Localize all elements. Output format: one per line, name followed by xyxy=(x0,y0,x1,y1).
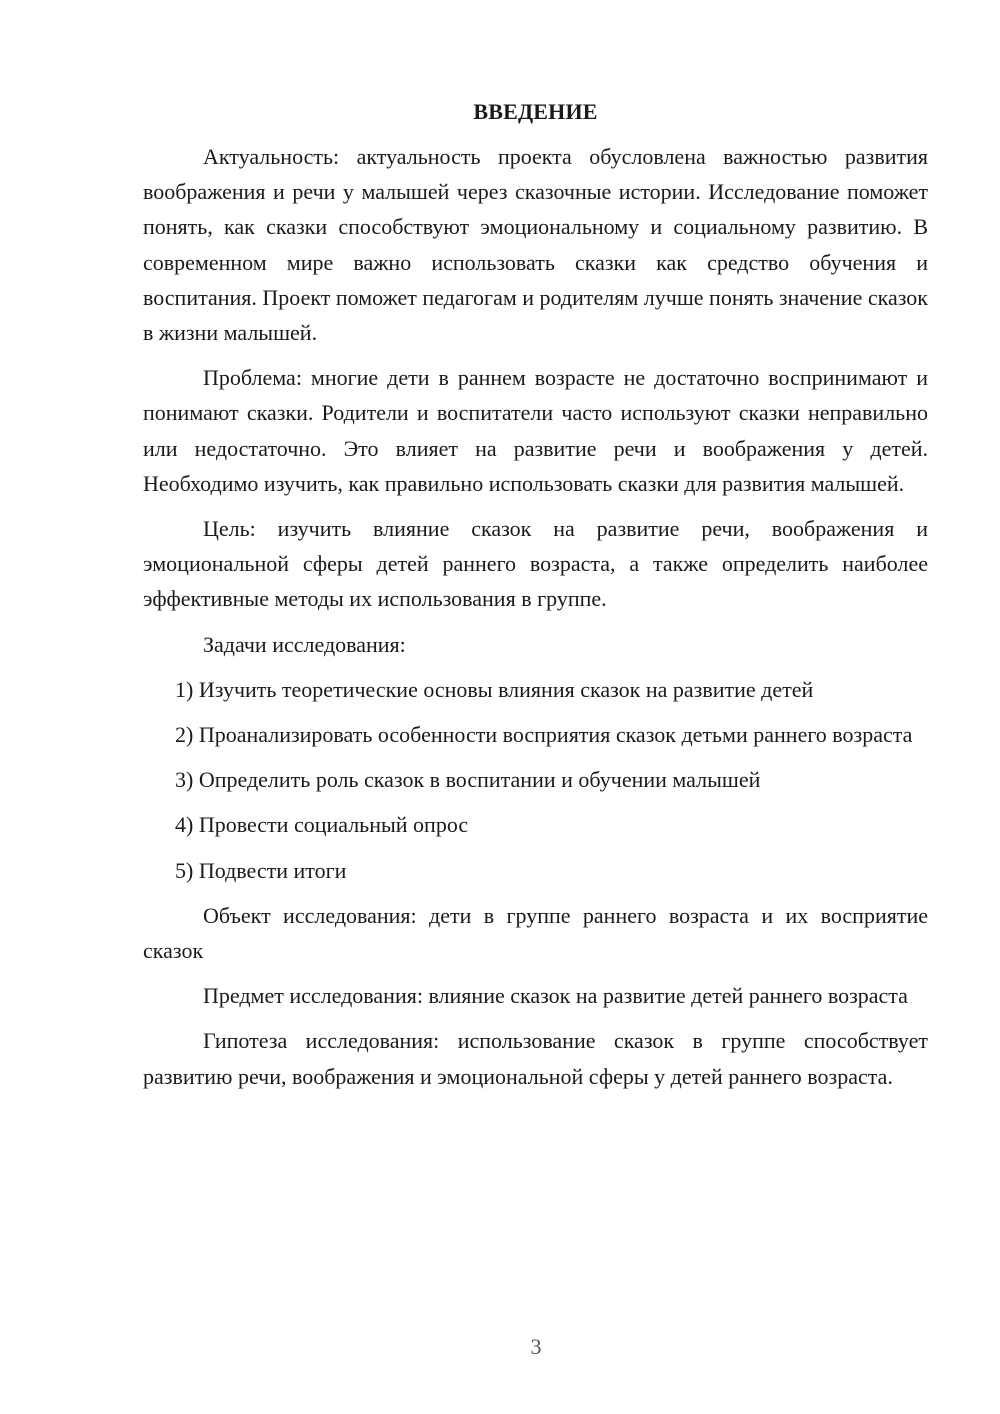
document-page xyxy=(143,94,928,1094)
task-item: 5) Подвести итоги xyxy=(175,857,347,883)
section-title: ВВЕДЕНИЕ xyxy=(473,99,598,124)
paragraph-relevance: Актуальность: актуальность проекта обусловлена важностью развития воображения и речи у малышей через сказочные истории. Исследование поможет понять, как сказки способствуют эмоциональному и социальному развитию. В современном мире важно использовать сказки как средство обучения и воспитания. Проект поможет педагогам и родителям лучше понять значение сказок в жизни малышей. xyxy=(143,144,928,346)
paragraph-hypothesis: Гипотеза исследования: использование сказок в группе способствует развитию речи, воображения и эмоциональной сферы у детей раннего возраста. xyxy=(143,1028,928,1089)
paragraph-goal: Цель: изучить влияние сказок на развитие речи, воображения и эмоциональной сферы детей раннего возраста, а также определить наиболее эффективные методы их использования в группе. xyxy=(143,516,928,612)
page-number: 3 xyxy=(530,1334,542,1359)
task-item: 1) Изучить теоретические основы влияния сказок на развитие детей xyxy=(175,676,814,702)
paragraph-tasks-heading: Задачи исследования: xyxy=(203,631,406,657)
paragraph-object: Объект исследования: дети в группе раннего возраста и их восприятие сказок xyxy=(143,902,928,964)
task-item: 3) Определить роль сказок в воспитании и обучении малышей xyxy=(175,767,761,793)
task-item: 2) Проанализировать особенности восприятия сказок детьми раннего возраста xyxy=(175,722,913,748)
paragraph-problem: Проблема: многие дети в раннем возрасте не достаточно воспринимают и понимают сказки. Родители и воспитатели часто используют сказки неправильно или недостаточно. Это влияет на развитие речи и воображения у детей. Необходимо изучить, как правильно использовать сказки для развития малышей. xyxy=(143,365,928,496)
task-item: 4) Провести социальный опрос xyxy=(175,812,469,838)
paragraph-subject: Предмет исследования: влияние сказок на развитие детей раннего возраста xyxy=(203,983,908,1009)
